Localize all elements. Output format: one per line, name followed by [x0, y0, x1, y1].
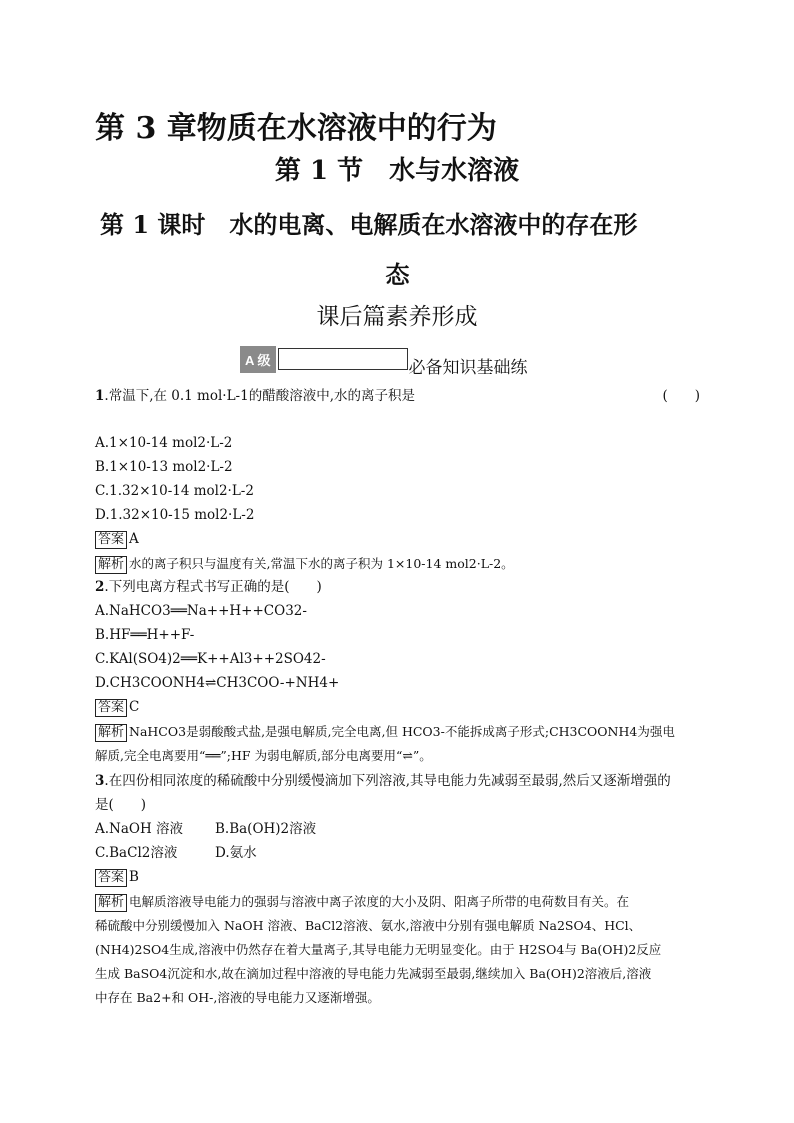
- lesson-title-line1: 第 1 课时 水的电离、电解质在水溶液中的存在形: [100, 210, 638, 239]
- level-text: 必备知识基础练: [408, 357, 528, 378]
- lesson-title: [100, 200, 700, 300]
- answer-label: 答案: [95, 531, 127, 549]
- answer-label: 答案: [95, 869, 127, 887]
- q2-answer-value: C: [129, 699, 140, 715]
- chapter-title: 第 3 章物质在水溶液中的行为: [95, 111, 497, 146]
- q1-option-b: B.1×10-13 mol2·L-2: [95, 459, 233, 475]
- q2-number: 2: [95, 579, 105, 595]
- q3-analysis-line2: 稀硫酸中分别缓慢加入 NaOH 溶液、BaCl2溶液、氨水,溶液中分别有强电解质 Na2SO4、HCl、: [95, 918, 642, 933]
- q2-option-c: C.KAl(SO4)2══K++Al3++2SO42-: [95, 651, 326, 667]
- q3-answer: [95, 867, 700, 888]
- q3-option-d: D.氨水: [215, 845, 257, 861]
- q1-stem: [95, 386, 700, 407]
- q2-option-a: A.NaHCO3══Na++H++CO32-: [95, 603, 307, 619]
- section-title: 第 1 节 水与水溶液: [274, 156, 520, 186]
- q3-analysis-line1: 电解质溶液导电能力的强弱与溶液中离子浓度的大小及阴、阳离子所带的电荷数目有关。在: [129, 894, 630, 909]
- q2-analysis-line1: NaHCO3是弱酸酸式盐,是强电解质,完全电离,但 HCO3-不能拆成离子形式;CH3COONH4为强电: [129, 724, 675, 739]
- q3-number: 3: [95, 773, 105, 789]
- analysis-label: 解析: [95, 894, 127, 912]
- q2-analysis-line2: 解质,完全电离要用“══”;HF 为弱电解质,部分电离要用“⇌”。: [95, 748, 432, 763]
- q1-stem-text: .常温下,在 0.1 mol·L-1的醋酸溶液中,水的离子积是: [104, 388, 415, 404]
- analysis-label: 解析: [95, 724, 127, 742]
- level-blank-box: [278, 348, 408, 370]
- level-badge: A 级: [240, 346, 276, 373]
- q1-analysis-text: 水的离子积只与温度有关,常温下水的离子积为 1×10-14 mol2·L-2。: [129, 556, 514, 571]
- q3-stem-line2: 是( ): [95, 797, 147, 813]
- q2-option-b: B.HF══H++F-: [95, 627, 195, 643]
- q3-options-row2: [95, 843, 700, 864]
- q2-option-d: D.CH3COONH4⇌CH3COO-+NH4+: [95, 675, 340, 691]
- q3-option-c: C.BaCl2溶液: [95, 845, 178, 861]
- q3-stem: [95, 771, 700, 792]
- q2-analysis: [95, 721, 700, 742]
- q3-analysis-line5: 中存在 Ba2+和 OH-,溶液的导电能力又逐渐增强。: [95, 990, 380, 1005]
- q1-analysis: [95, 553, 700, 574]
- q3-answer-value: B: [129, 869, 139, 885]
- lesson-title-line2: 态: [385, 260, 410, 289]
- q3-analysis: [95, 891, 700, 912]
- level-header: [240, 344, 528, 378]
- q1-answer-value: A: [129, 531, 139, 547]
- q3-analysis-line3: (NH4)2SO4生成,溶液中仍然存在着大量离子,其导电能力无明显变化。由于 H2SO4与 Ba(OH)2反应: [95, 942, 662, 957]
- q2-answer: [95, 697, 700, 718]
- q1-option-d: D.1.32×10-15 mol2·L-2: [95, 507, 255, 523]
- part-title: 课后篇素养形成: [316, 304, 478, 330]
- q1-answer-paren: ( ): [662, 388, 700, 404]
- q3-option-a: A.NaOH 溶液: [95, 821, 184, 837]
- q2-stem: [95, 577, 700, 598]
- q3-options-row1: [95, 819, 700, 840]
- q3-option-b: B.Ba(OH)2溶液: [215, 821, 317, 837]
- analysis-label: 解析: [95, 556, 127, 574]
- q1-number: 1: [95, 388, 105, 404]
- q1-option-c: C.1.32×10-14 mol2·L-2: [95, 483, 254, 499]
- answer-label: 答案: [95, 699, 127, 717]
- q3-analysis-line4: 生成 BaSO4沉淀和水,故在滴加过程中溶液的导电能力先减弱至最弱,继续加入 Ba(OH)2溶液后,溶液: [95, 966, 652, 981]
- q1-option-a: A.1×10-14 mol2·L-2: [95, 435, 233, 451]
- q2-stem-text: .下列电离方程式书写正确的是( ): [104, 579, 322, 595]
- q1-answer: [95, 529, 700, 550]
- q3-stem-line1: .在四份相同浓度的稀硫酸中分别缓慢滴加下列溶液,其导电能力先减弱至最弱,然后又逐渐增强的: [104, 773, 671, 789]
